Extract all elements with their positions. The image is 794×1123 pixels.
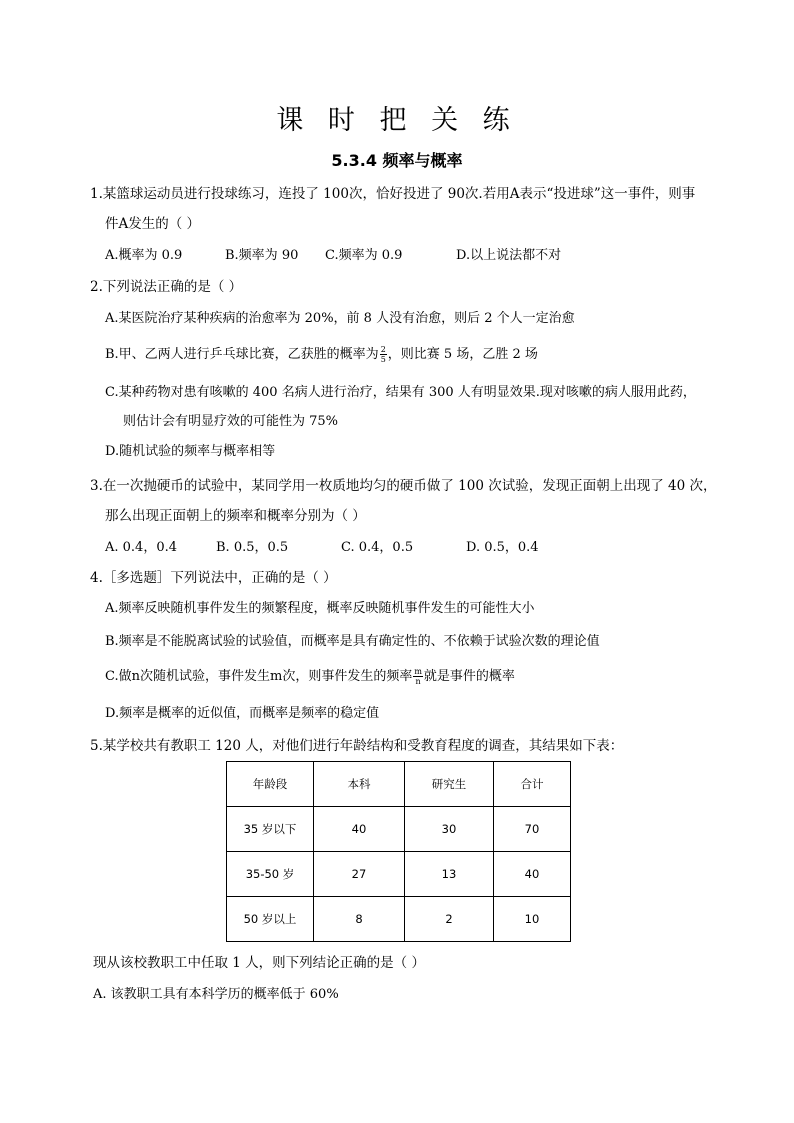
table-header-cell: 本科: [314, 762, 405, 807]
fraction-denominator: n: [415, 677, 421, 686]
section-subtitle: 5.3.4 频率与概率: [331, 151, 463, 170]
q3-option-b: B. 0.5，0.5: [216, 540, 289, 555]
survey-table: [226, 761, 571, 942]
q3-stem-line2: 那么出现正面朝上的频率和概率分别为（ ）: [105, 508, 366, 524]
q4-option-c: [105, 667, 515, 687]
q2-option-a: A.某医院治疗某种疾病的治愈率为 20%，前 8 人没有治愈，则后 2 个人一定治愈: [105, 311, 575, 326]
q1-option-d: D.以上说法都不对: [456, 248, 562, 263]
table-cell: 35-50 岁: [227, 852, 314, 897]
table-cell: 40: [314, 807, 405, 852]
q3-option-c: C. 0.4，0.5: [341, 540, 414, 555]
fraction-two-fifths: [380, 345, 387, 364]
q4-option-b: B.频率是不能脱离试验的试验值，而概率是具有确定性的、不依赖于试验次数的理论值: [105, 634, 600, 649]
q5-option-a: A. 该教职工具有本科学历的概率低于 60%: [93, 987, 339, 1002]
page-title: 课 时 把 关 练: [276, 105, 518, 136]
q2-option-c-line1: C.某种药物对患有咳嗽的 400 名病人进行治疗，结果有 300 人有明显效果.现对咳嗽的病人服用此药，: [105, 385, 696, 400]
q1-stem-line1: 1.某篮球运动员进行投球练习，连投了 100次，恰好投进了 90次.若用A表示“投进球”这一事件，则事: [90, 186, 696, 202]
q1-stem-line2: 件A发生的（ ）: [105, 216, 201, 232]
table-cell: 40: [494, 852, 571, 897]
q5-stem: 5.某学校共有教职工 120 人，对他们进行年龄结构和受教育程度的调查，其结果如下表：: [90, 738, 624, 754]
table-cell: 50 岁以上: [227, 897, 314, 942]
q4-stem: 4.［多选题］下列说法中，正确的是（ ）: [90, 570, 337, 586]
table-cell: 30: [405, 807, 494, 852]
q1-option-c: C.频率为 0.9: [325, 248, 403, 263]
table-header-cell: 研究生: [405, 762, 494, 807]
fraction-numerator: 2: [380, 345, 386, 354]
fraction-m-over-n: [413, 667, 423, 686]
table-row: [227, 852, 571, 897]
q3-option-a: A. 0.4，0.4: [105, 540, 178, 555]
q2-option-b-text: B.甲、乙两人进行乒乓球比赛，乙获胜的概率为: [105, 347, 379, 362]
fraction-denominator: 5: [380, 355, 386, 364]
q2-option-b: [105, 345, 538, 365]
q4-option-c-tail: 就是事件的概率: [423, 669, 515, 684]
table-cell: 8: [314, 897, 405, 942]
table-row: [227, 807, 571, 852]
table-cell: 2: [405, 897, 494, 942]
q3-option-d: D. 0.5，0.4: [466, 540, 539, 555]
fraction-numerator: m: [414, 667, 422, 676]
q4-option-c-text: C.做n次随机试验，事件发生m次，则事件发生的频率: [105, 669, 413, 684]
table-cell: 35 岁以下: [227, 807, 314, 852]
table-cell: 13: [405, 852, 494, 897]
q1-option-a: A.概率为 0.9: [105, 248, 183, 263]
q2-stem: 2.下列说法正确的是（ ）: [90, 279, 243, 295]
q1-option-b: B.频率为 90: [225, 248, 299, 263]
q4-option-a: A.频率反映随机事件发生的频繁程度，概率反映随机事件发生的可能性大小: [105, 601, 535, 616]
q4-option-d: D.频率是概率的近似值，而概率是频率的稳定值: [105, 706, 380, 721]
q2-option-d: D.随机试验的频率与概率相等: [105, 444, 276, 459]
q3-stem-line1: 3.在一次抛硬币的试验中，某同学用一枚质地均匀的硬币做了 100 次试验，发现正面朝上出现了 40 次，: [90, 478, 717, 494]
q5-follow-up: 现从该校教职工中任取 1 人，则下列结论正确的是（ ）: [93, 955, 425, 971]
table-header-cell: 合计: [494, 762, 571, 807]
q2-option-b-tail: ，则比赛 5 场，乙胜 2 场: [387, 347, 538, 362]
table-row: [227, 897, 571, 942]
table-header-cell: 年龄段: [227, 762, 314, 807]
table-cell: 27: [314, 852, 405, 897]
table-cell: 10: [494, 897, 571, 942]
table-cell: 70: [494, 807, 571, 852]
q2-option-c-line2: 则估计会有明显疗效的可能性为 75%: [123, 414, 339, 429]
table-header-row: [227, 762, 571, 807]
